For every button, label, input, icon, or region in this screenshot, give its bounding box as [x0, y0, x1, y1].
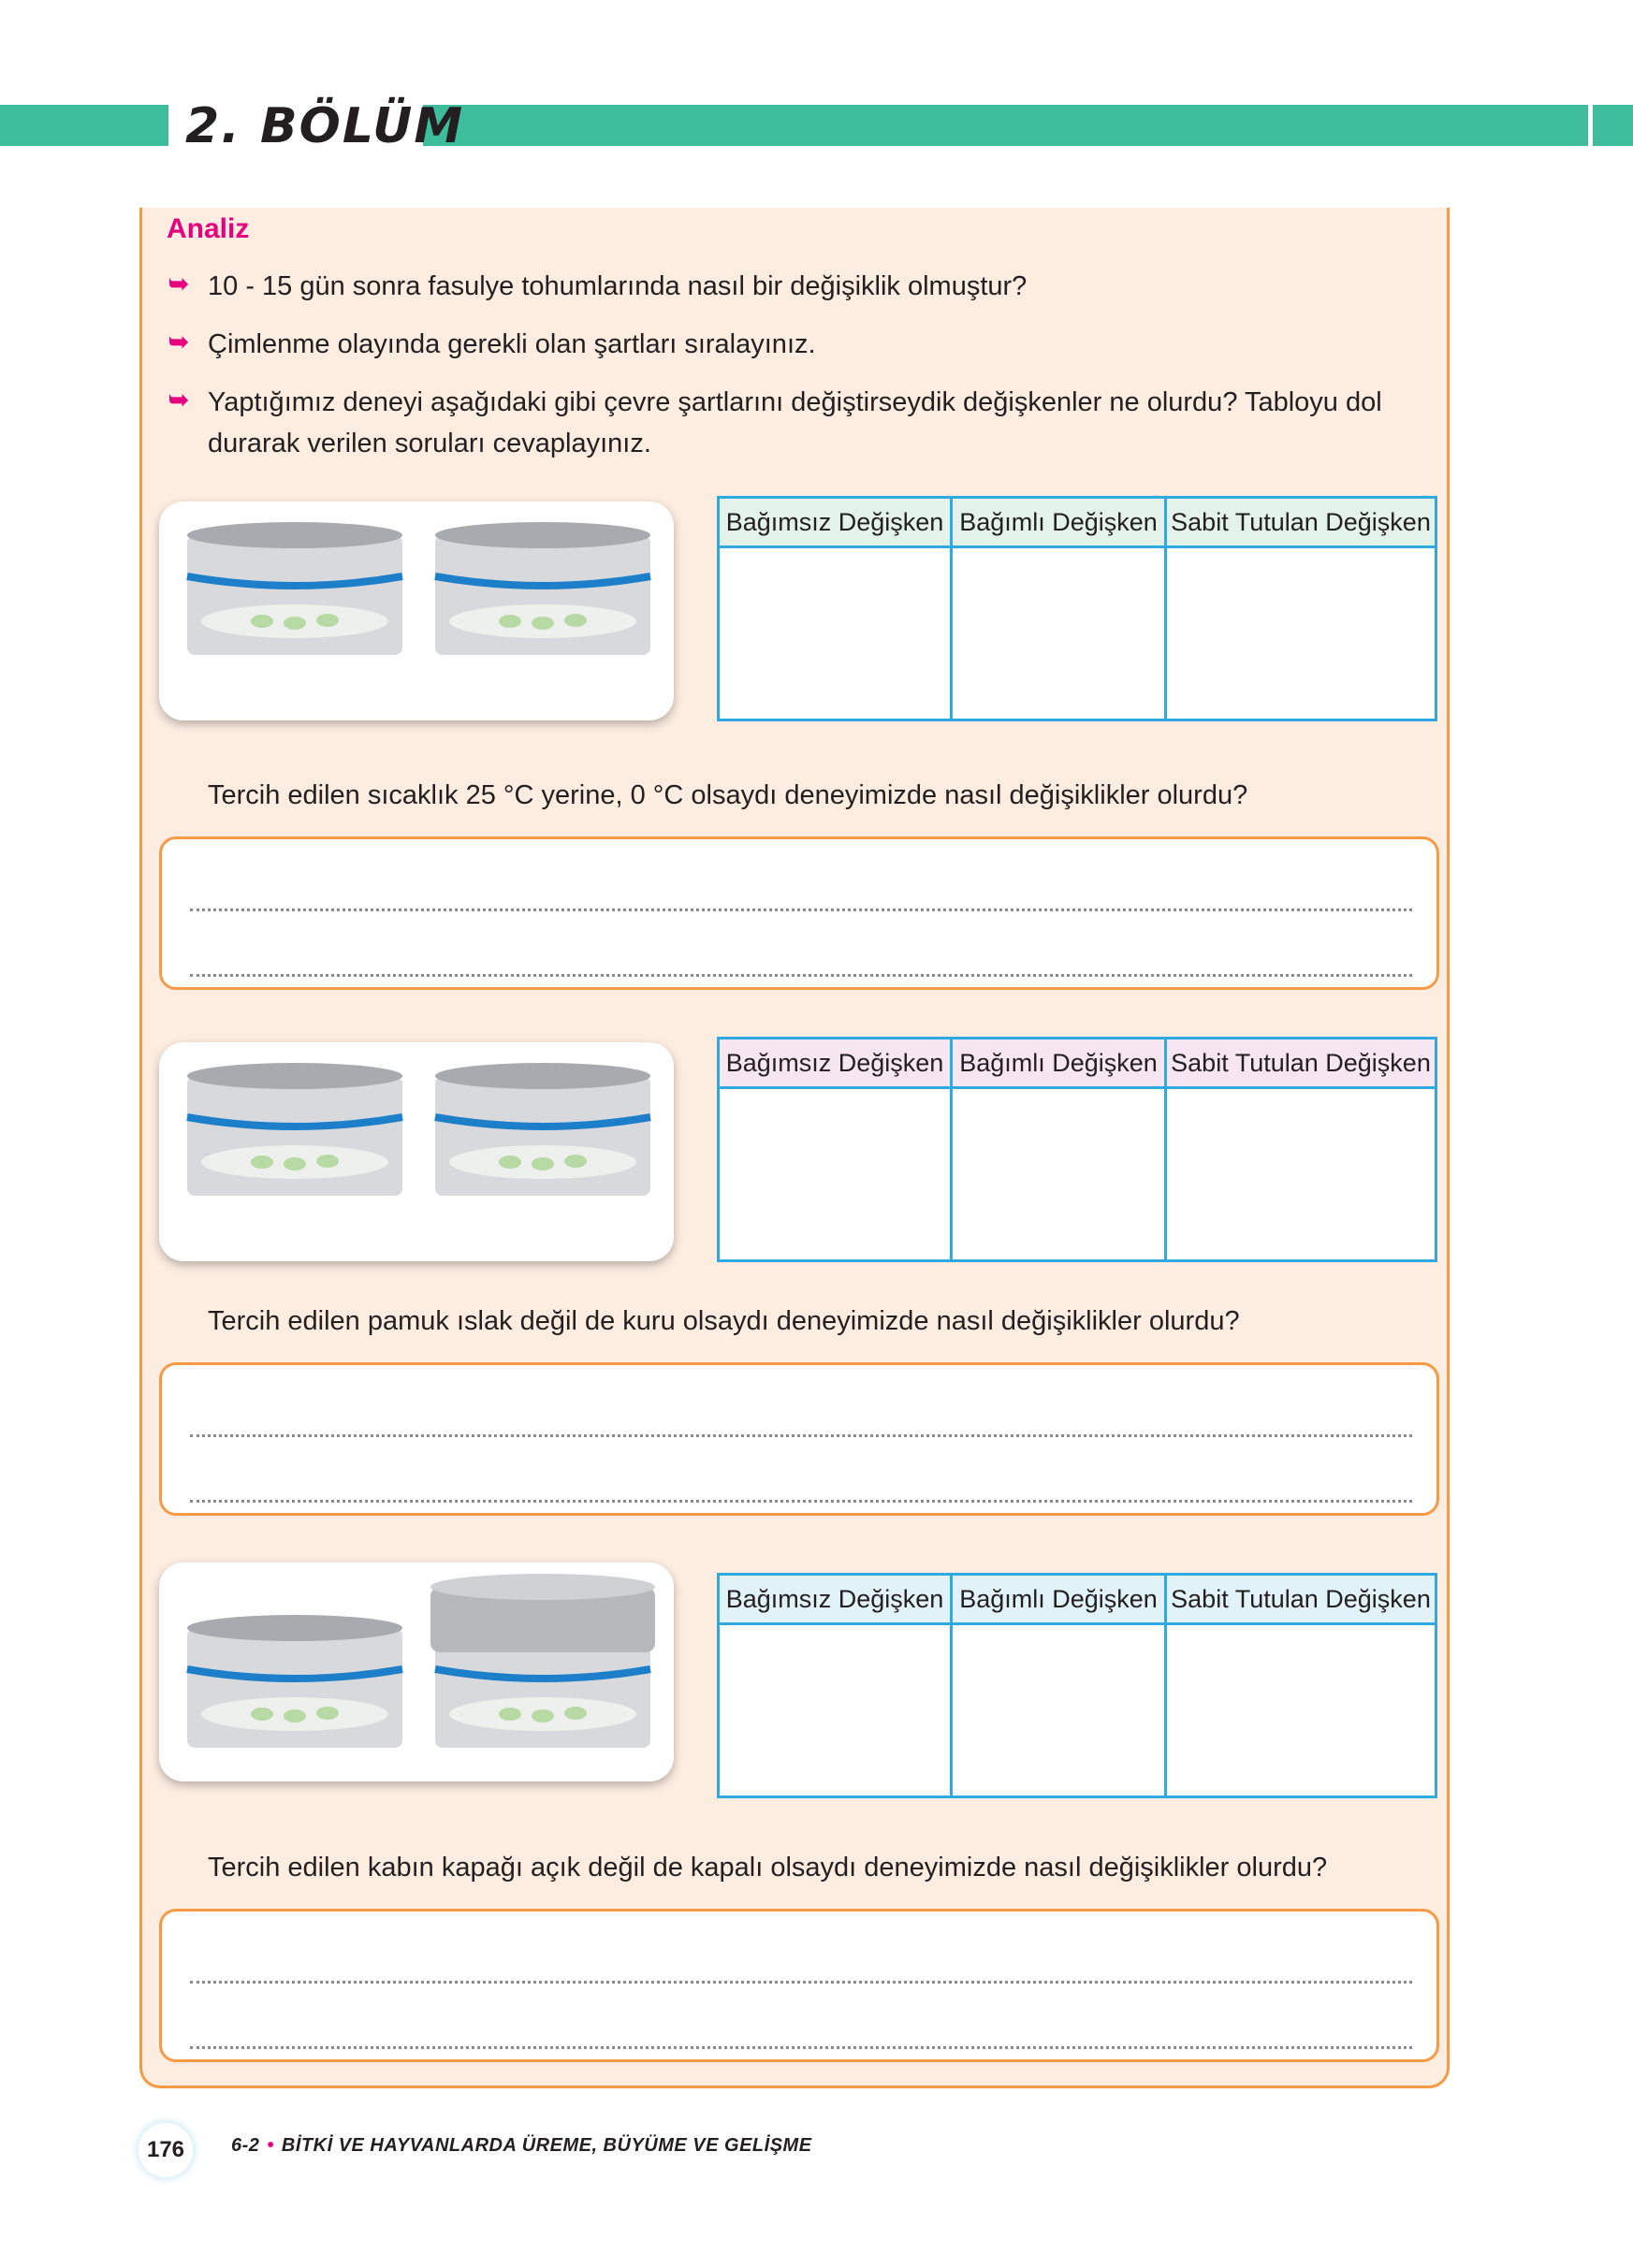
- answer-line[interactable]: [190, 974, 1412, 977]
- answer-box-2[interactable]: [159, 1362, 1439, 1516]
- answer-line[interactable]: [190, 1434, 1412, 1437]
- answer-cell-constant[interactable]: [1166, 1624, 1436, 1797]
- answer-line[interactable]: [190, 909, 1412, 911]
- header-dependent: Bağımlı Değişken: [952, 1039, 1166, 1088]
- arrow-bullet-icon: ➥: [168, 385, 189, 414]
- header-dependent: Bağımlı Değişken: [952, 498, 1166, 547]
- header-independent: Bağımsız Değişken: [719, 498, 952, 547]
- answer-cell-dependent[interactable]: [952, 1088, 1166, 1261]
- analysis-question-3: Yaptığımız deneyi aşağıdaki gibi çevre şartlarını değiştirseydik değişkenler ne olurdu? Tabloyu dol durarak verilen soruları cevaplayınız.: [208, 387, 1382, 458]
- variables-table-2: [717, 1037, 1437, 1262]
- header-constant: Sabit Tutulan Değişken: [1166, 1039, 1436, 1088]
- covered-petri-dish-icon: [430, 1574, 655, 1748]
- petri-dish-icon: [435, 1063, 650, 1196]
- unit-code: 6-2: [231, 2135, 260, 2156]
- answer-cell-dependent[interactable]: [952, 547, 1166, 720]
- petri-dishes-image-3: [159, 1563, 674, 1781]
- petri-dish-icon: [187, 1615, 402, 1748]
- variables-table-3: [717, 1573, 1437, 1798]
- chapter-title: 2. BÖLÜM: [185, 98, 465, 154]
- answer-cell-constant[interactable]: [1166, 1088, 1436, 1261]
- answer-box-1[interactable]: [159, 836, 1439, 990]
- header-constant: Sabit Tutulan Değişken: [1166, 498, 1436, 547]
- arrow-bullet-icon: ➥: [168, 327, 189, 356]
- header-bar-right: [423, 105, 1588, 146]
- answer-cell-constant[interactable]: [1166, 547, 1436, 720]
- header-bar-end: [1593, 105, 1633, 146]
- header-independent: Bağımsız Değişken: [719, 1039, 952, 1088]
- answer-line[interactable]: [190, 1500, 1412, 1503]
- variables-table-1: [717, 496, 1437, 721]
- petri-dish-icon: [187, 1063, 402, 1196]
- answer-cell-dependent[interactable]: [952, 1624, 1166, 1797]
- petri-dishes-image-1: [159, 502, 674, 720]
- answer-line[interactable]: [190, 2046, 1412, 2049]
- answer-cell-independent[interactable]: [719, 547, 952, 720]
- header-constant: Sabit Tutulan Değişken: [1166, 1575, 1436, 1624]
- header-bar-left: [0, 105, 168, 146]
- experiment-question-3: Tercih edilen kabın kapağı açık değil de kapalı olsaydı deneyimizde nasıl değişiklikler olurdu?: [208, 1853, 1328, 1883]
- page-number: 176: [139, 2123, 193, 2177]
- petri-dish-icon: [187, 522, 402, 655]
- bullet-dot-icon: •: [267, 2135, 274, 2156]
- petri-dishes-image-2: [159, 1042, 674, 1261]
- answer-cell-independent[interactable]: [719, 1624, 952, 1797]
- analysis-question-1: 10 - 15 gün sonra fasulye tohumlarında nasıl bir değişiklik olmuştur?: [208, 271, 1028, 301]
- experiment-question-2: Tercih edilen pamuk ıslak değil de kuru olsaydı deneyimizde nasıl değişiklikler olurdu?: [208, 1306, 1240, 1336]
- footer-unit: [231, 2135, 812, 2157]
- analysis-question-2: Çimlenme olayında gerekli olan şartları sıralayınız.: [208, 329, 816, 359]
- experiment-question-1: Tercih edilen sıcaklık 25 °C yerine, 0 °C olsaydı deneyimizde nasıl değişiklikler olurdu?: [208, 780, 1248, 810]
- answer-cell-independent[interactable]: [719, 1088, 952, 1261]
- answer-box-3[interactable]: [159, 1909, 1439, 2062]
- petri-dish-icon: [435, 522, 650, 655]
- answer-line[interactable]: [190, 1981, 1412, 1984]
- analysis-heading: Analiz: [167, 213, 250, 244]
- header-dependent: Bağımlı Değişken: [952, 1575, 1166, 1624]
- unit-title: BİTKİ VE HAYVANLARDA ÜREME, BÜYÜME VE GELİŞME: [281, 2135, 812, 2156]
- header-independent: Bağımsız Değişken: [719, 1575, 952, 1624]
- arrow-bullet-icon: ➥: [168, 269, 189, 298]
